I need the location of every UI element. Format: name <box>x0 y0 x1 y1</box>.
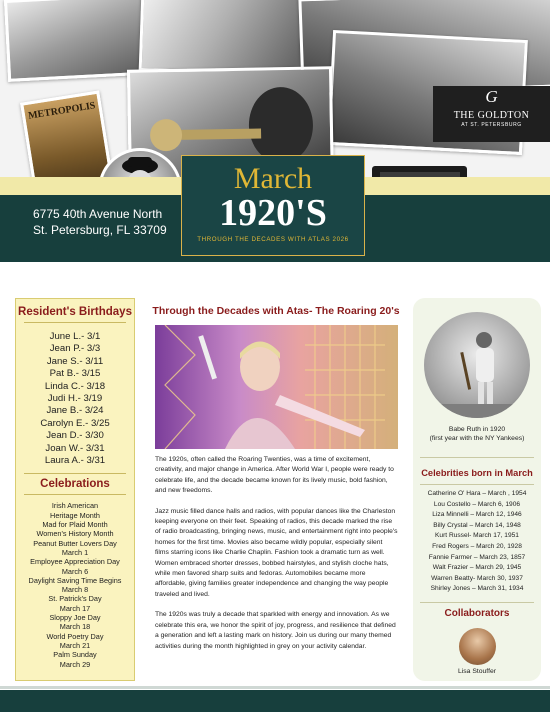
flapper-image <box>155 325 398 449</box>
birthday-item: Linda C.- 3/18 <box>44 380 106 392</box>
celebration-item: Women's History Month <box>36 529 114 539</box>
birthday-item: Jean D.- 3/30 <box>46 430 104 442</box>
celebration-item: March 18 <box>59 622 91 632</box>
celebrity-item: Kurt Russel- March 17, 1951 <box>435 532 519 540</box>
address-line-2: St. Petersburg, FL 33709 <box>33 223 167 237</box>
logo-name: THE GOLDTON <box>453 110 530 121</box>
celebration-item: March 6 <box>61 566 89 576</box>
celebrities-heading: Celebrities born in March <box>421 468 533 478</box>
celebrations-list <box>16 501 134 668</box>
celebration-item: March 17 <box>59 603 91 613</box>
logo-location: AT ST. PETERSBURG <box>461 122 522 128</box>
celebration-item: Mad for Plaid Month <box>42 520 108 530</box>
article-paragraph-1: The 1920s, often called the Roaring Twenties, was a time of excitement, creativity, and major change in America. After World War I, people were ready to celebrate life, and the decade became known for its lively music, bold fashion, and new freedoms. <box>155 456 394 495</box>
article-paragraph-3: The 1920s was truly a decade that sparkled with energy and innovation. As we celebrate this era, we honor the spirit of joy, progress, and resilience that defined a generation and left a lasting mark on history. Join us during our many themed activities during the month highlighted in grey on your activity calendar. <box>155 611 396 650</box>
birthday-item: Pat B.- 3/15 <box>49 368 101 380</box>
collaborator-photo <box>459 628 496 665</box>
celebrity-item: Fannie Farmer – March 23, 1857 <box>428 553 526 561</box>
goldton-logo <box>433 86 550 142</box>
babe-caption <box>413 425 541 444</box>
logo-letter: G <box>485 87 498 106</box>
celebrity-item: Billy Crystal – March 14, 1948 <box>433 521 521 529</box>
left-column <box>15 298 135 681</box>
celebration-item: Peanut Butter Lovers Day <box>33 538 117 548</box>
babe-ruth-photo <box>424 312 530 418</box>
celebration-item: St. Patrick's Day <box>48 594 102 604</box>
celebrations-heading: Celebrations <box>40 478 110 491</box>
birthdays-heading: Resident's Birthdays <box>18 306 132 318</box>
title-month: March <box>233 162 313 195</box>
article-paragraph-2: Jazz music filled dance halls and radios, with popular dances like the Charleston keeping everyone on their feet. Speaking of radios, this decade marked the rise of radio broadcasting, bringing news, music, and entertainment right into people's homes for the first time. Movies also became wildly popular, especially silent films starring icons like Charlie Chaplin. Fashion took a dramatic turn as well. Women embraced shorter dresses, bobbed hairstyles, and stylish cloche hats, while men favored sharp suits and fedoras. Automobiles became more affordable, giving families greater independence and changing the way people traveled and lived. <box>155 507 398 598</box>
footer-line <box>0 686 550 689</box>
birthday-item: June L.- 3/1 <box>49 331 101 342</box>
celebration-item: World Poetry Day <box>46 631 104 641</box>
divider <box>24 473 126 474</box>
birthday-item: Jane B.- 3/24 <box>46 405 104 417</box>
celebration-item: March 21 <box>59 640 91 650</box>
article-body <box>155 455 398 662</box>
celebration-item: Daylight Saving Time Begins <box>28 575 122 585</box>
title-subtitle: THROUGH THE DECADES WITH ATLAS 2026 <box>197 236 349 243</box>
celebrity-item: Shirley Jones – March 31, 1934 <box>430 585 524 593</box>
babe-caption-line-2: (first year with the NY Yankees) <box>429 435 525 443</box>
street-photo <box>139 0 317 77</box>
art-deco-illustration <box>155 325 398 449</box>
babe-ruth-illustration <box>424 312 530 418</box>
divider <box>24 494 126 495</box>
birthday-item: Laura A.- 3/31 <box>44 455 106 467</box>
birthday-item: Joan W.- 3/31 <box>45 442 105 454</box>
title-box <box>181 155 365 256</box>
birthday-item: Jane S.- 3/11 <box>46 355 104 367</box>
birthday-item: Judi H.- 3/19 <box>47 393 103 405</box>
celebrity-item: Catherine O' Hara – March , 1954 <box>427 490 527 497</box>
collaborator-name: Lisa Stouffer <box>457 668 497 675</box>
babe-caption-line-1: Babe Ruth in 1920 <box>448 426 506 433</box>
address <box>33 206 167 238</box>
footer-band <box>0 690 550 712</box>
celebration-item: March 8 <box>61 585 89 595</box>
celebrity-item: Liza Minnelli – March 12, 1946 <box>432 511 522 519</box>
divider <box>420 484 534 485</box>
divider <box>420 457 534 458</box>
address-line-1: 6775 40th Avenue North <box>33 207 163 221</box>
celebrities-list <box>413 489 541 595</box>
divider <box>24 322 126 323</box>
title-year: 1920'S <box>219 192 327 234</box>
celebration-item: March 1 <box>61 547 89 557</box>
birthday-item: Carolyn E.- 3/25 <box>40 417 110 429</box>
article-title: Through the Decades with Atas- The Roaring 20's <box>152 305 400 317</box>
divider <box>420 602 534 603</box>
celebration-item: Heritage Month <box>50 510 100 520</box>
birthdays-list <box>16 331 134 467</box>
poster-title: METROPOLIS <box>27 100 97 122</box>
celebrity-item: Walt Frazier – March 29, 1945 <box>432 564 522 572</box>
celebration-item: Irish American <box>51 501 99 511</box>
celebrity-item: Fred Rogers – March 20, 1928 <box>432 542 522 550</box>
celebrity-item: Warren Beatty- March 30, 1937 <box>431 574 523 582</box>
celebration-item: Palm Sunday <box>53 650 97 660</box>
collaborators-heading: Collaborators <box>444 608 510 619</box>
celebration-item: March 29 <box>59 659 91 669</box>
celebrity-item: Lou Costello – March 6, 1906 <box>433 500 521 508</box>
celebration-item: Employee Appreciation Day <box>30 557 120 567</box>
birthday-item: Jean P.- 3/3 <box>49 343 101 355</box>
celebration-item: Sloppy Joe Day <box>49 613 101 623</box>
